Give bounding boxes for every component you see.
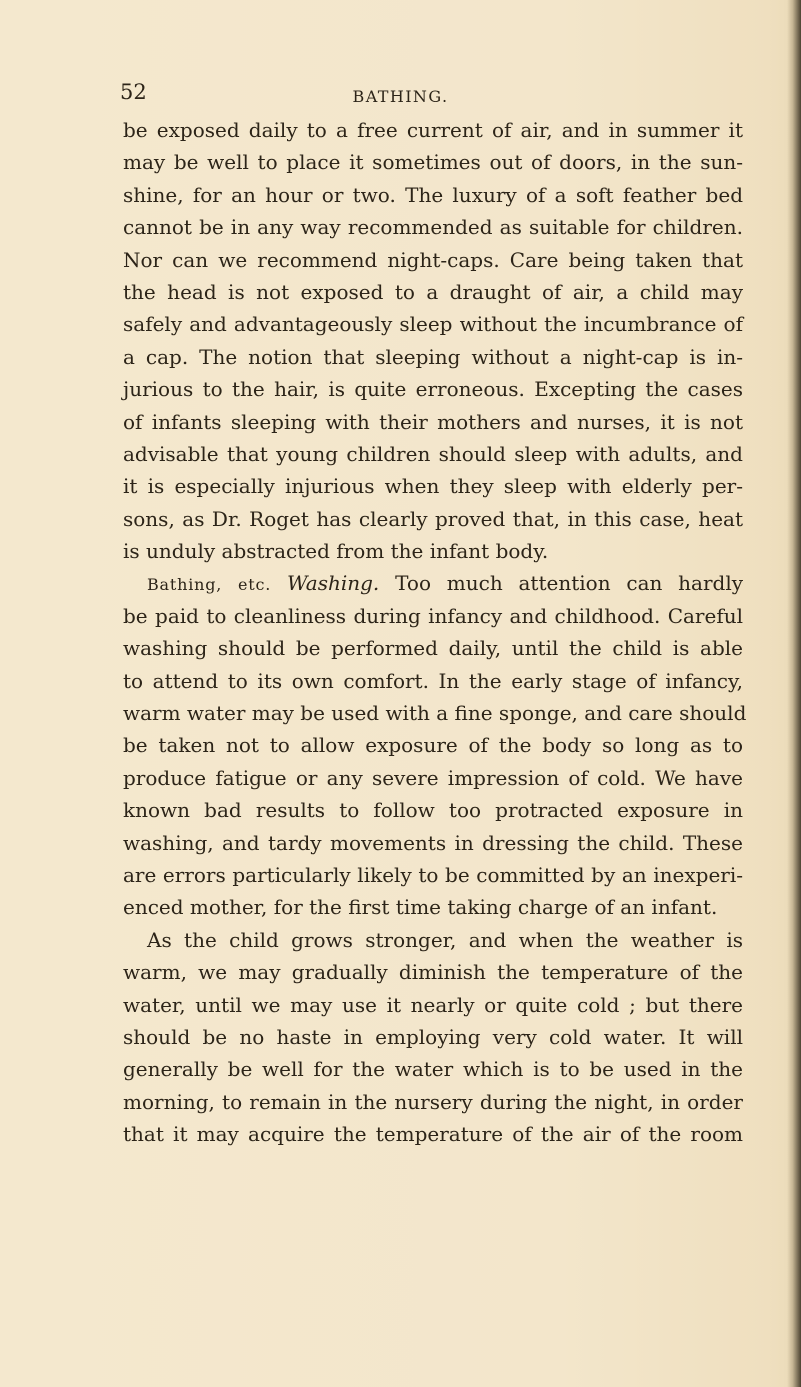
text-line: washing should be performed daily, until the child is able <box>123 636 743 661</box>
paragraph-2 <box>123 567 747 923</box>
text-line: cannot be in any way recommended as suitable for children. <box>123 215 743 240</box>
text-line: a cap. The notion that sleeping without a night-cap is in- <box>123 344 743 369</box>
text-line: be taken not to allow exposure of the body so long as to <box>123 733 743 758</box>
text-line: As the child grows stronger, and when the weather is <box>147 927 743 952</box>
text-line: jurious to the hair, is quite erroneous. Excepting the cases <box>123 377 743 402</box>
text-line: may be well to place it sometimes out of doors, in the sun- <box>123 150 743 175</box>
text-line: safely and advantageously sleep without the incumbrance of <box>123 312 743 337</box>
text-line: that it may acquire the temperature of the air of the room <box>123 1122 743 1147</box>
page-edge-shadow <box>787 0 801 1387</box>
text-line: should be no haste in employing very cold water. It will <box>123 1024 743 1049</box>
text-line: the head is not exposed to a draught of air, a child may <box>123 279 743 304</box>
text-line: enced mother, for the first time taking charge of an infant. <box>123 895 718 920</box>
text-line: to attend to its own comfort. In the early stage of infancy, <box>123 668 743 693</box>
text-line: is unduly abstracted from the infant body. <box>123 539 549 564</box>
text-line: water, until we may use it nearly or quite cold ; but there <box>123 992 743 1017</box>
text-line: washing, and tardy movements in dressing the child. These <box>123 830 743 855</box>
body-text <box>123 114 747 1151</box>
section-heading-line <box>123 567 743 599</box>
text-line: be paid to cleanliness during infancy and childhood. Careful <box>123 603 743 628</box>
text-line: it is especially injurious when they sleep with elderly per- <box>123 474 743 499</box>
text-line: of infants sleeping with their mothers and nurses, it is not <box>123 409 743 434</box>
section-heading-bathing: Bathing, <box>147 575 223 595</box>
text-line: advisable that young children should sleep with adults, and <box>123 441 743 466</box>
text-line: known bad results to follow too protracted exposure in <box>123 798 743 823</box>
text-line: produce fatigue or any severe impression of cold. We have <box>123 765 743 790</box>
running-head: BATHING. <box>352 87 449 106</box>
text-line: morning, to remain in the nursery during the night, in order <box>123 1089 743 1114</box>
text-line: Nor can we recommend night-caps. Care being taken that <box>123 247 743 272</box>
section-heading-etc: etc. <box>238 575 272 595</box>
paragraph-3 <box>123 924 743 1151</box>
text-line: be exposed daily to a free current of air, and in summer it <box>123 118 743 142</box>
text-line: warm, we may gradually diminish the temperature of the <box>123 960 743 985</box>
text-line: are errors particularly likely to be committed by an inexperi- <box>123 862 743 887</box>
section-heading-washing: Washing. <box>286 571 380 596</box>
text-line: generally be well for the water which is to be used in the <box>123 1057 743 1082</box>
text-line: shine, for an hour or two. The luxury of a soft feather bed <box>123 182 743 207</box>
text-run: Too much attention can hardly <box>395 571 744 596</box>
paragraph-1 <box>123 114 743 567</box>
text-line: sons, as Dr. Roget has clearly proved that, in this case, heat <box>123 506 743 531</box>
text-line: warm water may be used with a fine sponge, and care should <box>123 701 747 726</box>
page-number: 52 <box>120 80 147 104</box>
